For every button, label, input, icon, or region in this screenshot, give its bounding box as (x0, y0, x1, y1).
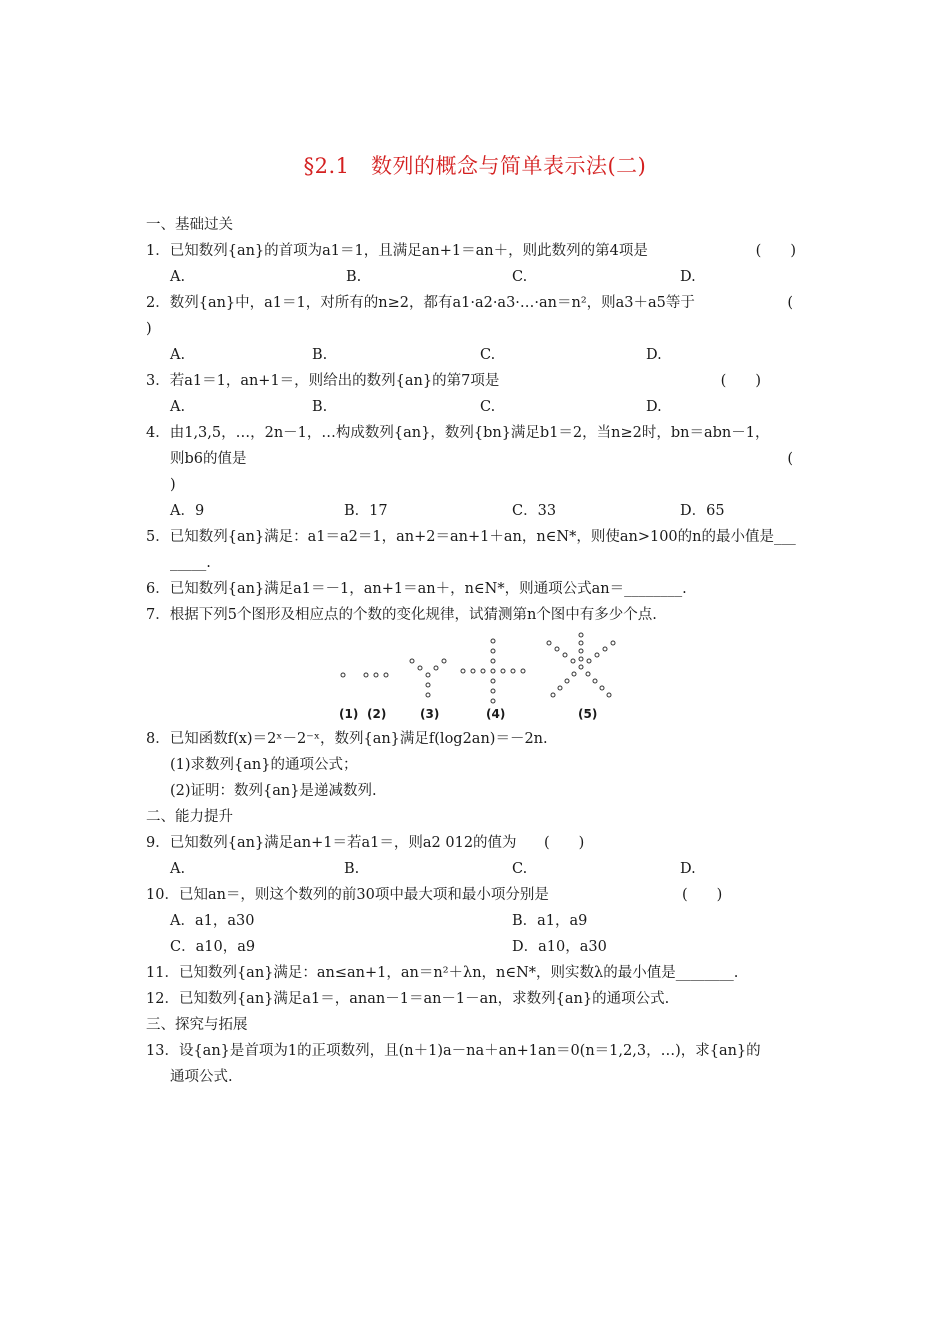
fig5-dot (572, 672, 576, 676)
fig5-dot (607, 693, 611, 697)
option-a[interactable]: A. (170, 269, 186, 285)
question-6 (146, 577, 811, 603)
question-text: 12．已知数列{an}满足a1＝，anan－1＝an－1－an，求数列{an}的通项公式. (146, 991, 670, 1007)
dot-figure-svg (331, 629, 621, 705)
fig5-dot (551, 693, 555, 697)
option-c[interactable]: C. (480, 347, 496, 363)
answer-paren-open: ( (787, 295, 793, 311)
figure-label: (2) (367, 707, 387, 721)
question-text: 1．已知数列{an}的首项为a1＝1，且满足an+1＝an＋，则此数列的第4项是 (146, 243, 648, 259)
option-a[interactable]: A. (170, 347, 186, 363)
option-c[interactable]: C．33 (512, 503, 557, 519)
options-10-row2 (146, 935, 811, 961)
option-d[interactable]: D．65 (680, 503, 725, 519)
answer-paren: ( ) (682, 887, 723, 903)
fig4-dot (471, 669, 475, 673)
question-2-cont (146, 317, 811, 343)
question-8-part2 (146, 779, 811, 805)
question-5 (146, 525, 811, 551)
question-text: 3．若a1＝1，an+1＝，则给出的数列{an}的第7项是 (146, 373, 500, 389)
question-text-cont: _____. (170, 555, 211, 571)
fig4-dot (491, 649, 495, 653)
question-4 (146, 421, 811, 447)
fig5-dot (563, 653, 567, 657)
options-4 (146, 499, 811, 525)
question-part: (1)求数列{an}的通项公式； (170, 757, 358, 773)
question-part: (2)证明：数列{an}是递减数列. (170, 783, 377, 799)
section-heading: 三、探究与拓展 (146, 1017, 248, 1033)
option-b[interactable]: B. (346, 269, 362, 285)
figure-label: (5) (578, 707, 598, 721)
options-1 (146, 265, 811, 291)
option-c[interactable]: C．a10，a9 (170, 939, 256, 955)
fig5-dot (593, 679, 597, 683)
answer-paren: ( ) (720, 373, 761, 389)
fig1-dot (341, 673, 345, 677)
option-c[interactable]: C. (512, 861, 528, 877)
options-10-row1 (146, 909, 811, 935)
option-d[interactable]: D. (680, 861, 696, 877)
fig5-dot (579, 649, 583, 653)
options-3 (146, 395, 811, 421)
question-7 (146, 603, 811, 629)
fig4-dot (491, 679, 495, 683)
fig5-dot (547, 641, 551, 645)
option-b[interactable]: B．a1，a9 (512, 913, 588, 929)
fig5-dot (587, 659, 591, 663)
question-11 (146, 961, 811, 987)
fig4-dot (491, 639, 495, 643)
fig4-dot (491, 699, 495, 703)
figure-label: (1) (339, 707, 359, 721)
option-a[interactable]: A. (170, 399, 186, 415)
fig3-dot (426, 683, 430, 687)
fig5-dot (558, 686, 562, 690)
question-text: 9．已知数列{an}满足an+1＝若a1＝，则a2 012的值为 (146, 835, 517, 851)
option-a[interactable]: A．a1，a30 (170, 913, 255, 929)
question-text: 10．已知an＝，则这个数列的前30项中最大项和最小项分别是 (146, 887, 549, 903)
question-3 (146, 369, 811, 395)
option-d[interactable]: D．a10，a30 (512, 939, 607, 955)
question-text-cont: 则b6的值是 (170, 451, 247, 467)
options-2 (146, 343, 811, 369)
question-13-cont (146, 1065, 811, 1091)
fig4-dot (521, 669, 525, 673)
worksheet (146, 213, 811, 1091)
question-4-cont (146, 447, 811, 473)
section-heading: 一、基础过关 (146, 217, 233, 233)
fig5-dot (595, 653, 599, 657)
figure-label: (3) (420, 707, 440, 721)
option-b[interactable]: B. (344, 861, 360, 877)
options-9 (146, 857, 811, 883)
question-8 (146, 727, 811, 753)
answer-paren: ( ) (755, 243, 796, 259)
fig4-dot (491, 659, 495, 663)
option-d[interactable]: D. (646, 347, 662, 363)
fig4-dot (491, 669, 495, 673)
option-d[interactable]: D. (646, 399, 662, 415)
question-text: 13．设{an}是首项为1的正项数列，且(n＋1)a－na＋an+1an＝0(n＝1,2,3，…)，求{an}的 (146, 1043, 761, 1059)
fig3-dot (418, 666, 422, 670)
dot-pattern-figure (146, 629, 811, 727)
section-heading: 二、能力提升 (146, 809, 233, 825)
fig3-dot (434, 666, 438, 670)
question-1 (146, 239, 811, 265)
option-a[interactable]: A. (170, 861, 186, 877)
question-text: 8．已知函数f(x)＝2ˣ－2⁻ˣ，数列{an}满足f(log2an)＝－2n. (146, 731, 548, 747)
answer-paren-close: ) (146, 321, 152, 337)
question-10 (146, 883, 811, 909)
answer-paren: ( ) (544, 835, 585, 851)
fig5-dot (611, 641, 615, 645)
option-a[interactable]: A．9 (170, 503, 205, 519)
fig4-dot (491, 689, 495, 693)
question-8-part1 (146, 753, 811, 779)
fig5-dot (555, 647, 559, 651)
option-b[interactable]: B. (312, 347, 328, 363)
fig4-dot (481, 669, 485, 673)
option-c[interactable]: C. (480, 399, 496, 415)
question-text: 4．由1,3,5，…，2n－1，…构成数列{an}，数列{bn}满足b1＝2，当n≥2时，bn＝abn－1， (146, 425, 770, 441)
fig5-dot (571, 659, 575, 663)
fig3-dot (410, 659, 414, 663)
option-b[interactable]: B. (312, 399, 328, 415)
question-4-close (146, 473, 811, 499)
fig4-dot (501, 669, 505, 673)
fig5-dot (579, 633, 583, 637)
fig5-dot (565, 679, 569, 683)
question-5-cont (146, 551, 811, 577)
fig4-dot (511, 669, 515, 673)
question-12 (146, 987, 811, 1013)
question-9 (146, 831, 811, 857)
option-c[interactable]: C. (512, 269, 528, 285)
fig2-dot (384, 673, 388, 677)
fig5-dot (579, 665, 583, 669)
question-text: 2．数列{an}中，a1＝1，对所有的n≥2，都有a1·a2·a3·…·an＝n²，则a3＋a5等于 (146, 295, 695, 311)
question-2 (146, 291, 811, 317)
answer-paren-open: ( (787, 451, 793, 467)
option-d[interactable]: D. (680, 269, 696, 285)
fig5-dot (600, 686, 604, 690)
fig2-dot (374, 673, 378, 677)
question-13 (146, 1039, 811, 1065)
question-text: 7．根据下列5个图形及相应点的个数的变化规律，试猜测第n个图中有多少个点. (146, 607, 657, 623)
question-text: 11．已知数列{an}满足：an≤an+1，an＝n²＋λn，n∈N*，则实数λ的最小值是________. (146, 965, 739, 981)
fig3-dot (426, 693, 430, 697)
fig5-dot (579, 641, 583, 645)
answer-paren-close: ) (170, 477, 176, 493)
question-text: 5．已知数列{an}满足：a1＝a2＝1，an+2＝an+1＋an，n∈N*，则使an>100的n的最小值是___ (146, 529, 796, 545)
fig4-dot (461, 669, 465, 673)
figure-label: (4) (486, 707, 506, 721)
fig5-dot (603, 647, 607, 651)
fig5-dot (586, 672, 590, 676)
page-title: §2.1 数列的概念与简单表示法(二) (303, 154, 647, 178)
option-b[interactable]: B．17 (344, 503, 388, 519)
question-text: 6．已知数列{an}满足a1＝－1，an+1＝an＋，n∈N*，则通项公式an＝________. (146, 581, 687, 597)
question-text-cont: 通项公式. (170, 1069, 233, 1085)
fig3-dot (426, 673, 430, 677)
fig3-dot (442, 659, 446, 663)
fig2-dot (364, 673, 368, 677)
fig5-dot (579, 657, 583, 661)
